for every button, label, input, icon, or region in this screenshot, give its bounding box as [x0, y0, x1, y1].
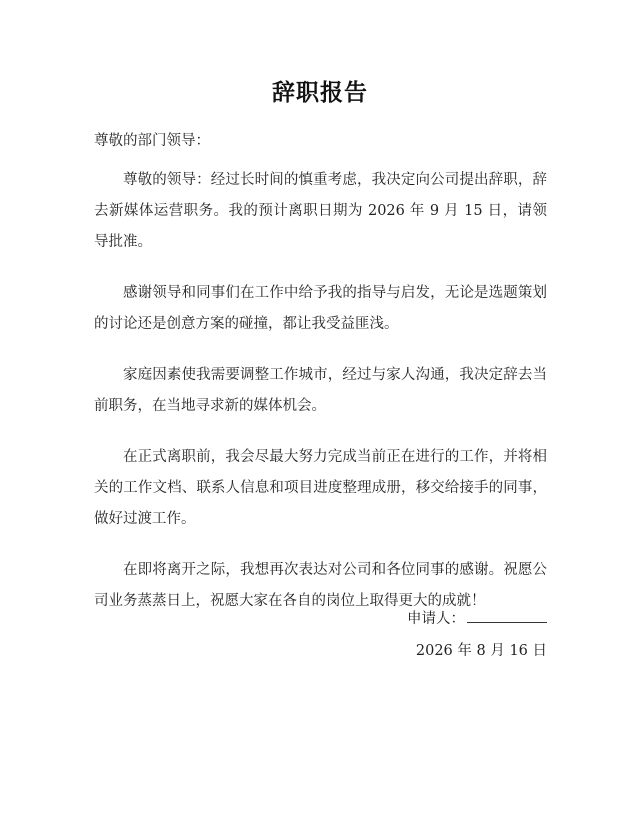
document-title: 辞职报告 [272, 80, 368, 106]
signature-blank [467, 608, 547, 623]
paragraph: 在正式离职前，我会尽最大努力完成当前正在进行的工作，并将相关的工作文档、联系人信息和项目进度整理成册，移交给接手的同事，做好过渡工作。 [94, 449, 547, 527]
paragraph: 感谢领导和同事们在工作中给予我的指导与启发，无论是选题策划的讨论还是创意方案的碰撞，都让我受益匪浅。 [94, 285, 547, 332]
paragraph: 在即将离开之际，我想再次表达对公司和各位同事的感谢。祝愿公司业务蒸蒸日上，祝愿大家在各自的岗位上取得更大的成就！ [94, 562, 547, 609]
signature-label: 申请人： [407, 611, 465, 627]
paragraph: 家庭因素使我需要调整工作城市，经过与家人沟通，我决定辞去当前职务，在当地寻求新的媒体机会。 [94, 367, 547, 414]
paragraph: 尊敬的领导：经过长时间的慎重考虑，我决定向公司提出辞职，辞去新媒体运营职务。我的预计离职日期为 2026 年 9 月 15 日，请领导批准。 [94, 172, 547, 250]
document-date: 2026 年 8 月 16 日 [415, 643, 547, 659]
document-body [94, 165, 547, 637]
salutation: 尊敬的部门领导： [94, 133, 210, 149]
signature-line [407, 608, 547, 629]
